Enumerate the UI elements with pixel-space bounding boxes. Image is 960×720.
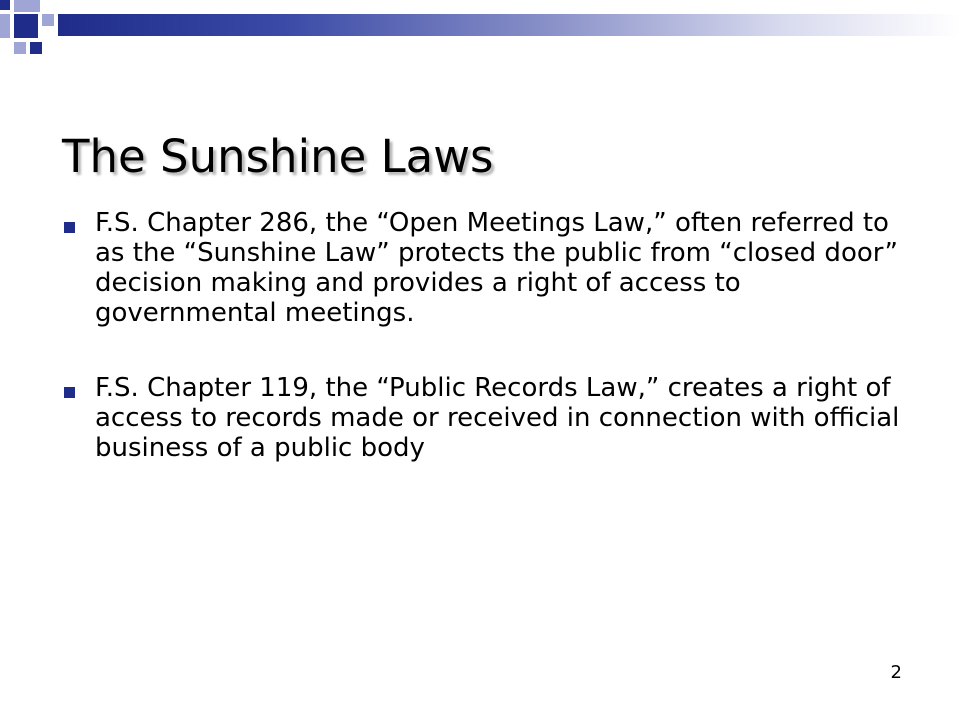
decor-square bbox=[14, 0, 40, 12]
bullet-item bbox=[64, 208, 904, 328]
decor-square bbox=[14, 14, 38, 38]
page-number: 2 bbox=[890, 662, 902, 683]
bullet-list bbox=[64, 208, 904, 463]
decor-square bbox=[0, 0, 10, 10]
decor-square bbox=[42, 14, 54, 26]
bullet-item bbox=[64, 373, 904, 463]
square-bullet-icon bbox=[64, 387, 75, 398]
square-bullet-icon bbox=[64, 222, 75, 233]
decor-square bbox=[30, 42, 42, 54]
slide-title: The Sunshine Laws bbox=[62, 130, 494, 183]
bullet-text: F.S. Chapter 286, the “Open Meetings Law,” often referred to as the “Sunshine Law” protects the public from “closed door” decision making and provides a right of access to governmental meetings. bbox=[95, 208, 899, 328]
decor-square bbox=[14, 42, 26, 54]
decor-square bbox=[0, 14, 10, 38]
bullet-text: F.S. Chapter 119, the “Public Records Law,” creates a right of access to records made or received in connection with official business of a public body bbox=[95, 373, 900, 463]
header-gradient-bar bbox=[58, 14, 960, 36]
